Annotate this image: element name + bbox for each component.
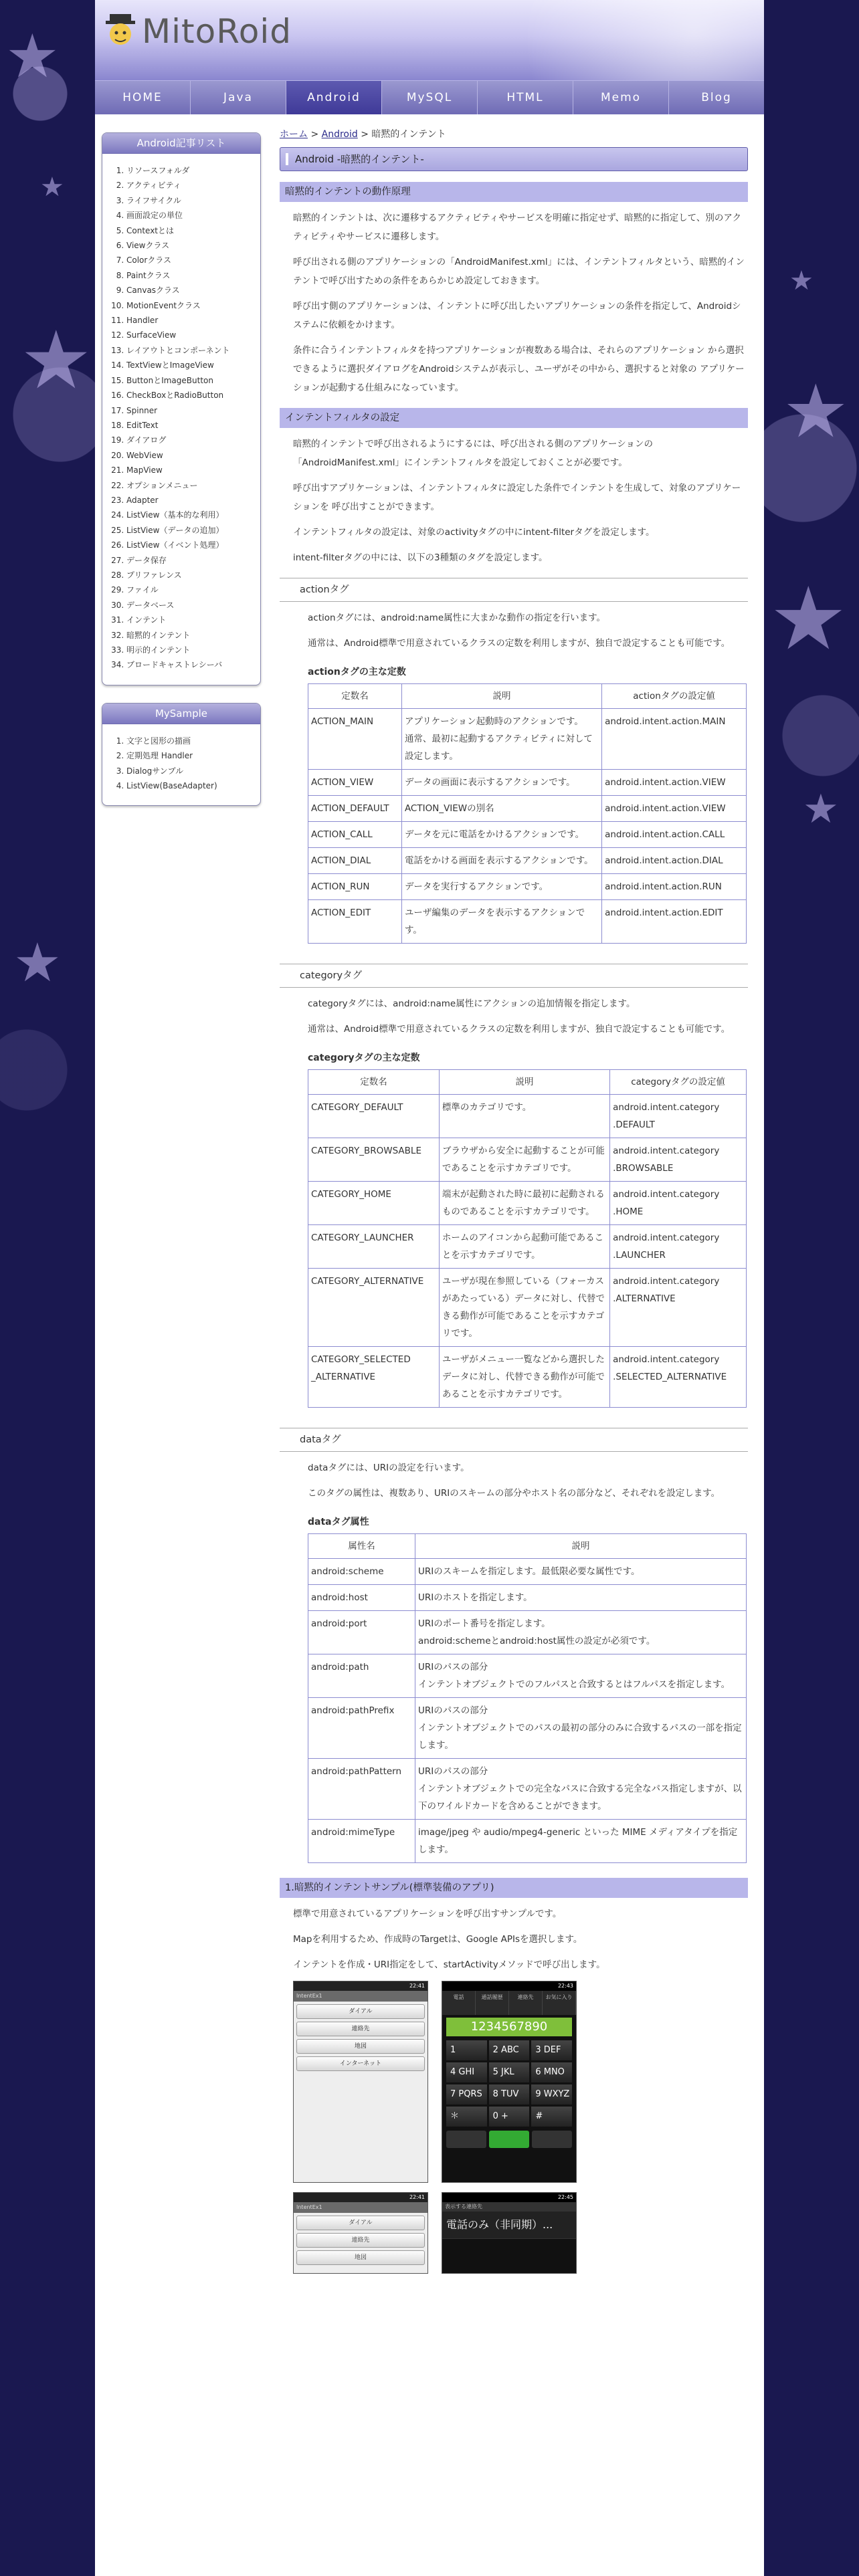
table-cell: データを元に電話をかけるアクションです。 <box>401 822 601 848</box>
table-cell: ユーザ編集のデータを表示するアクションです。 <box>401 900 601 944</box>
table-row <box>308 1138 747 1182</box>
app-screenshot <box>293 1981 428 2183</box>
table-header: 定数名 <box>308 1070 440 1095</box>
background-star-icon: ★ <box>13 932 62 994</box>
table-cell: android:path <box>308 1654 415 1698</box>
sidebar-item-label[interactable]: ListView（イベント処理） <box>126 540 224 550</box>
site-header <box>95 0 764 80</box>
app-screenshot <box>293 2192 428 2274</box>
table-row <box>308 874 747 900</box>
background-star-icon: ★ <box>40 172 64 203</box>
sidebar-item-label[interactable]: データ保存 <box>126 555 167 565</box>
table-cell: android.intent.category .BROWSABLE <box>610 1138 747 1182</box>
table-cell: android.intent.category .LAUNCHER <box>610 1225 747 1269</box>
keypad-key: 5 JKL <box>489 2062 530 2082</box>
table-cell: android:mimeType <box>308 1820 415 1863</box>
table-row <box>308 1654 747 1698</box>
table-cell: android:scheme <box>308 1559 415 1585</box>
paragraph: 条件に合うインテントフィルタを持つアプリケーションが複数ある場合は、それらのアプリケーション から選択できるように選択ダイアログをAndroidシステムが表示し、ユーザがその中から、選択すると対象の アプリケーションが起動する仕組みになっています。 <box>293 345 745 393</box>
table-row <box>308 709 747 770</box>
sidebar-item-label[interactable]: データベース <box>126 600 175 610</box>
sidebar-item-label[interactable]: Adapter <box>126 495 159 505</box>
sidebar-item-label[interactable]: Canvasクラス <box>126 286 180 296</box>
table-cell: android.intent.action.MAIN <box>602 709 747 770</box>
table-header: 説明 <box>439 1070 609 1095</box>
table-row <box>308 1611 747 1654</box>
table-cell: ユーザが現在参照している（フォーカスがあたっている）データに対し、代替できる動作が可能であることを示すカテゴリです。 <box>439 1269 609 1347</box>
sidebar-item[interactable] <box>126 568 254 582</box>
paragraph: 標準で用意されているアプリケーションを呼び出すサンプルです。 <box>293 1909 562 1919</box>
paragraph: 呼び出すアプリケーションは、インテントフィルタに設定した条件でインテントを生成して、対象のアプリケーションを 呼び出すことができます。 <box>293 483 741 512</box>
data-table <box>308 1533 747 1863</box>
table-cell: android.intent.action.RUN <box>602 874 747 900</box>
paragraph: dataタグには、URIの設定を行います。 <box>308 1463 470 1473</box>
table-header: 定数名 <box>308 684 402 709</box>
table-cell: ACTION_VIEWの別名 <box>401 796 601 822</box>
sidebar-item-label[interactable]: ListView（データの追加） <box>126 525 224 535</box>
sidebar-item-label[interactable]: Spinner <box>126 405 158 415</box>
dialer-tab: 通話履歴 <box>476 1991 509 2015</box>
table-row <box>308 848 747 874</box>
table-cell: CATEGORY_HOME <box>308 1182 440 1225</box>
background-star-icon: ★ <box>20 314 92 407</box>
table-row <box>308 796 747 822</box>
keypad-key: 7 PQRS <box>446 2084 487 2105</box>
paragraph: categoryタグには、android:name属性にアクションの追加情報を指定します。 <box>308 998 636 1009</box>
contacts-button: 連絡先 <box>296 2022 425 2036</box>
sidebar-item[interactable] <box>126 358 254 372</box>
sidebar-item[interactable] <box>126 523 254 538</box>
contacts-screenshot <box>442 2192 577 2274</box>
background-star-icon: ★ <box>783 368 849 454</box>
background-star-icon: ★ <box>789 265 814 296</box>
page-container <box>95 0 764 2576</box>
nav-home[interactable]: HOME <box>95 81 191 114</box>
table-cell: ブラウザから安全に起動することが可能であることを示すカテゴリです。 <box>439 1138 609 1182</box>
table-row <box>308 1225 747 1269</box>
sidebar-item-label[interactable]: 暗黙的インテント <box>126 630 191 640</box>
sidebar-item[interactable] <box>126 283 254 298</box>
sidebar-item[interactable] <box>126 418 254 433</box>
nav-mysql[interactable]: MySQL <box>382 81 478 114</box>
table-cell: ACTION_CALL <box>308 822 402 848</box>
table-header: 説明 <box>401 684 601 709</box>
call-bar <box>446 2131 572 2148</box>
table-header: 説明 <box>415 1534 746 1559</box>
table-title: categoryタグの主な定数 <box>308 1053 420 1063</box>
sidebar-item-label[interactable]: ファイル <box>126 585 159 595</box>
main-nav <box>95 80 764 114</box>
sidebar-item[interactable] <box>126 778 254 793</box>
sidebar-item-label[interactable]: インテント <box>126 615 167 625</box>
table-cell: 端末が起動された時に最初に起動されるものであることを示すカテゴリです。 <box>439 1182 609 1225</box>
sidebar-item[interactable] <box>126 553 254 568</box>
sidebar-item-label[interactable]: レイアウトとコンポーネント <box>126 345 230 355</box>
status-bar: 22:45 <box>442 2193 576 2202</box>
sidebar-item[interactable] <box>126 403 254 418</box>
breadcrumb-separator: > <box>361 129 369 140</box>
sidebar-item-label[interactable]: EditText <box>126 420 159 430</box>
table-cell: URIのホストを指定します。 <box>415 1585 746 1611</box>
paragraph: 暗黙的インテントは、次に遷移するアクティビティやサービスを明確に指定せず、暗黙的に指定して、別のアクティビティやサービスに遷移します。 <box>293 213 742 242</box>
site-logo[interactable] <box>104 12 292 51</box>
table-cell: ユーザがメニュー一覧などから選択したデータに対し、代替できる動作が可能であることを示すカテゴリです。 <box>439 1347 609 1408</box>
table-cell: CATEGORY_ALTERNATIVE <box>308 1269 440 1347</box>
table-cell: URIのポート番号を指定します。 android:schemeとandroid:host属性の設定が必須です。 <box>415 1611 746 1654</box>
paragraph: 通常は、Android標準で用意されているクラスの定数を利用しますが、独自で設定することも可能です。 <box>308 1024 731 1035</box>
keypad-key: # <box>531 2107 572 2127</box>
table-cell: ホームのアイコンから起動可能であることを示すカテゴリです。 <box>439 1225 609 1269</box>
sidebar-item-label[interactable]: MapView <box>126 465 163 475</box>
sidebar-item-label[interactable]: 文字と図形の描画 <box>126 736 191 746</box>
android-article-list <box>102 132 261 685</box>
table-cell: URIのパスの部分 インテントオブジェクトでの完全なパスに合致する完全なパス指定しますが、以下のワイルドカードを含めることができます。 <box>415 1759 746 1820</box>
status-bar: 22:41 <box>294 2193 427 2202</box>
sidebar-item-label[interactable]: CheckBoxとRadioButton <box>126 391 224 401</box>
keypad-key: 0 + <box>489 2107 530 2127</box>
mysample-title: MySample <box>102 704 260 724</box>
table-cell: android.intent.action.DIAL <box>602 848 747 874</box>
contacts-row: 電話のみ（非同期）... <box>442 2212 576 2239</box>
sidebar-item[interactable] <box>126 433 254 447</box>
sidebar-item[interactable] <box>126 373 254 388</box>
site-title: MitoRoid <box>142 12 292 51</box>
nav-memo[interactable]: Memo <box>573 81 669 114</box>
subsection-heading: actionタグ <box>280 578 748 602</box>
sidebar-item-label[interactable]: ブロードキャストレシーバ <box>126 660 223 670</box>
table-cell: android.intent.category .ALTERNATIVE <box>610 1269 747 1347</box>
sidebar-item-label[interactable]: ライフサイクル <box>126 195 181 205</box>
status-bar: 22:41 <box>294 1981 427 1991</box>
sidebar-item-label[interactable]: SurfaceView <box>126 330 177 340</box>
subsection-heading: dataタグ <box>280 1428 748 1452</box>
background-star-icon: ★ <box>803 786 839 833</box>
table-cell: URIのパスの部分 インテントオブジェクトでのパスの最初の部分のみに合致するパスの一部を指定します。 <box>415 1698 746 1759</box>
sidebar-item[interactable] <box>126 748 254 763</box>
table-cell: android.intent.action.VIEW <box>602 796 747 822</box>
paragraph: intent-filterタグの中には、以下の3種類のタグを設定します。 <box>293 552 548 563</box>
paragraph: 呼び出される側のアプリケーションの「AndroidManifest.xml」には、インテントフィルタという、暗黙的インテントで呼び出すための条件をあらかじめ設定しておきます。 <box>293 257 745 286</box>
sidebar-item[interactable] <box>126 643 254 657</box>
table-cell: android:host <box>308 1585 415 1611</box>
table-cell: ACTION_VIEW <box>308 770 402 796</box>
table-cell: android:pathPrefix <box>308 1698 415 1759</box>
dialer-screenshot <box>442 1981 577 2183</box>
table-cell: ACTION_RUN <box>308 874 402 900</box>
status-bar: 22:43 <box>442 1981 576 1991</box>
page-title: Android -暗黙的インテント- <box>280 147 748 171</box>
sidebar-item-label[interactable]: Colorクラス <box>126 255 171 265</box>
sidebar-item[interactable] <box>126 268 254 283</box>
sidebar-item[interactable] <box>126 343 254 358</box>
paragraph: actionタグには、android:name属性に大まかな動作の指定を行います。 <box>308 613 606 623</box>
keypad-key: 1 <box>446 2040 487 2060</box>
nav-java[interactable]: Java <box>191 81 286 114</box>
background-star-icon: ★ <box>5 21 60 92</box>
dial-button: ダイアル <box>296 2216 425 2230</box>
table-row <box>308 1759 747 1820</box>
sidebar-item-label[interactable]: Handler <box>126 316 159 326</box>
table-cell: 標準のカテゴリです。 <box>439 1095 609 1138</box>
sidebar-item[interactable] <box>126 328 254 342</box>
breadcrumb-separator: > <box>310 129 319 140</box>
dialer-tab: 連絡先 <box>509 1991 543 2015</box>
section-heading: 暗黙的インテントの動作原理 <box>280 182 748 202</box>
breadcrumb-current: 暗黙的インテント <box>371 129 446 140</box>
table-cell: データの画面に表示するアクションです。 <box>401 770 601 796</box>
table-cell: ACTION_EDIT <box>308 900 402 944</box>
paragraph: 通常は、Android標準で用意されているクラスの定数を利用しますが、独自で設定することも可能です。 <box>308 638 731 649</box>
map-button: 地図 <box>296 2039 425 2054</box>
paragraph: 暗黙的インテントで呼び出されるようにするには、呼び出される側のアプリケーションの「AndroidManifest.xml」にインテントフィルタを設定しておくことが必要です。 <box>293 439 653 468</box>
paragraph: 呼び出す側のアプリケーションは、インテントに呼び出したいアプリケーションの条件を指定して、Androidシステムに依頼をかけます。 <box>293 301 741 330</box>
table-header: actionタグの設定値 <box>602 684 747 709</box>
main-content <box>280 127 748 2283</box>
table-cell: URIのパスの部分 インテントオブジェクトでのフルパスと合致するとはフルパスを指定します。 <box>415 1654 746 1698</box>
breadcrumb <box>280 127 748 140</box>
sidebar-item[interactable] <box>126 764 254 778</box>
sidebar-item-label[interactable]: Paintクラス <box>126 270 171 280</box>
sidebar-item[interactable] <box>126 223 254 238</box>
sidebar-item-label[interactable]: ListView(BaseAdapter) <box>126 781 217 791</box>
table-cell: CATEGORY_DEFAULT <box>308 1095 440 1138</box>
mascot-icon <box>104 13 136 50</box>
table-cell: android.intent.category .SELECTED_ALTERNATIVE <box>610 1347 747 1408</box>
sidebar-item-label[interactable]: 明示的インテント <box>126 645 191 655</box>
sidebar-item[interactable] <box>126 478 254 493</box>
nav-blog[interactable]: Blog <box>701 91 732 104</box>
android-list <box>102 154 260 685</box>
sidebar-item[interactable] <box>126 657 254 672</box>
table-cell: ACTION_MAIN <box>308 709 402 770</box>
sidebar-item[interactable] <box>126 598 254 613</box>
table-row <box>308 822 747 848</box>
table-row <box>308 1698 747 1759</box>
table-cell: image/jpeg や audio/mpeg4-generic といった MIME メディアタイプを指定します。 <box>415 1820 746 1863</box>
sidebar-item[interactable] <box>126 734 254 748</box>
keypad <box>446 2040 572 2127</box>
section-heading: インテントフィルタの設定 <box>280 408 748 428</box>
paragraph: インテントフィルタの設定は、対象のactivityタグの中にintent-filterタグを設定します。 <box>293 527 655 538</box>
breadcrumb-android[interactable]: Android <box>321 129 358 140</box>
sidebar-item[interactable] <box>126 628 254 643</box>
sidebar-item-label[interactable]: Viewクラス <box>126 241 170 251</box>
sidebar-item[interactable] <box>126 193 254 208</box>
table-row <box>308 1269 747 1347</box>
subsection-heading: categoryタグ <box>280 964 748 988</box>
sidebar-item[interactable] <box>126 253 254 267</box>
mysample-list <box>102 703 261 807</box>
sidebar-item-label[interactable]: ButtonとImageButton <box>126 375 213 385</box>
nav-android[interactable]: Android <box>286 81 382 114</box>
sidebar-item[interactable] <box>126 163 254 178</box>
table-cell: android.intent.category .HOME <box>610 1182 747 1225</box>
app-title: IntentEx1 <box>294 1991 427 2002</box>
table-cell: android.intent.action.CALL <box>602 822 747 848</box>
sidebar-item[interactable] <box>126 493 254 508</box>
dialer-tab: お気に入り <box>543 1991 576 2015</box>
sidebar-item[interactable] <box>126 582 254 597</box>
sidebar-item[interactable] <box>126 208 254 223</box>
android-list-title: Android記事リスト <box>102 133 260 154</box>
table-header: categoryタグの設定値 <box>610 1070 747 1095</box>
section-heading: 1.暗黙的インテントサンプル(標準装備のアプリ) <box>280 1878 748 1898</box>
table-row <box>308 1347 747 1408</box>
keypad-key: 4 GHI <box>446 2062 487 2082</box>
paragraph: インテントを作成・URI指定をして、startActivityメソッドで呼び出します。 <box>293 1959 605 1970</box>
table-cell: android.intent.action.EDIT <box>602 900 747 944</box>
sidebar-item-label[interactable]: ダイアログ <box>126 435 167 445</box>
sidebar-item-label[interactable]: 定期処理 Handler <box>126 751 193 761</box>
sidebar-item[interactable] <box>126 508 254 522</box>
sidebar-item-label[interactable]: アクティビティ <box>126 181 181 191</box>
sidebar-item[interactable] <box>126 388 254 403</box>
keypad-key: 3 DEF <box>531 2040 572 2060</box>
dial-button: ダイアル <box>296 2004 425 2019</box>
table-cell: android:pathPattern <box>308 1759 415 1820</box>
keypad-key: 2 ABC <box>489 2040 530 2060</box>
sidebar-item[interactable] <box>126 463 254 477</box>
sidebar-item[interactable] <box>126 238 254 253</box>
contacts-subtitle: 表示する連絡先 <box>442 2202 576 2212</box>
breadcrumb-home[interactable]: ホーム <box>280 129 308 140</box>
table-header: 属性名 <box>308 1534 415 1559</box>
table-title: dataタグ属性 <box>308 1517 369 1527</box>
table-cell: アプリケーション起動時のアクションです。 通常、最初に起動するアクティビティに対して設定します。 <box>401 709 601 770</box>
table-cell: android.intent.action.VIEW <box>602 770 747 796</box>
table-cell: CATEGORY_SELECTED _ALTERNATIVE <box>308 1347 440 1408</box>
table-cell: ACTION_DIAL <box>308 848 402 874</box>
keypad-key: ＊ <box>446 2107 487 2127</box>
table-row <box>308 900 747 944</box>
dialed-number: 1234567890 <box>446 2018 572 2036</box>
sidebar-item[interactable] <box>126 313 254 328</box>
sidebar-item-label[interactable]: 画面設定の単位 <box>126 211 183 221</box>
sidebar-item-label[interactable]: リソースフォルダ <box>126 166 190 175</box>
sidebar-item[interactable] <box>126 298 254 313</box>
sidebar-item-label[interactable]: オプションメニュー <box>126 480 198 490</box>
sidebar-item[interactable] <box>126 448 254 463</box>
sidebar <box>102 132 261 823</box>
table-cell: android.intent.category .DEFAULT <box>610 1095 747 1138</box>
dialer-tab: 電話 <box>442 1991 476 2015</box>
keypad-key: 8 TUV <box>489 2084 530 2105</box>
sidebar-item-label[interactable]: WebView <box>126 450 163 460</box>
table-cell: ACTION_DEFAULT <box>308 796 402 822</box>
sidebar-item[interactable] <box>126 613 254 627</box>
table-cell: CATEGORY_BROWSABLE <box>308 1138 440 1182</box>
sidebar-item-label[interactable]: MotionEventクラス <box>126 300 201 310</box>
keypad-key: 9 WXYZ <box>531 2084 572 2105</box>
table-row <box>308 1182 747 1225</box>
table-row <box>308 770 747 796</box>
keypad-key: 6 MNO <box>531 2062 572 2082</box>
table-cell: android:port <box>308 1611 415 1654</box>
contacts-button: 連絡先 <box>296 2233 425 2248</box>
screenshots <box>293 1981 748 2274</box>
paragraph: このタグの属性は、複数あり、URIのスキームの部分やホスト名の部分など、それぞれを設定します。 <box>308 1488 721 1499</box>
sidebar-item-label[interactable]: ListView（基本的な利用） <box>126 510 224 520</box>
table-cell: データを実行するアクションです。 <box>401 874 601 900</box>
internet-button: インターネット <box>296 2056 425 2071</box>
nav-html[interactable]: HTML <box>478 81 573 114</box>
sidebar-item-label[interactable]: プリファレンス <box>126 570 182 580</box>
category-table <box>308 1069 747 1408</box>
sidebar-item-label[interactable]: Dialogサンプル <box>126 766 184 776</box>
map-button: 地図 <box>296 2250 425 2265</box>
table-row <box>308 1820 747 1863</box>
sample-list <box>102 724 260 806</box>
table-row <box>308 1585 747 1611</box>
table-cell: CATEGORY_LAUNCHER <box>308 1225 440 1269</box>
table-cell: 電話をかける画面を表示するアクションです。 <box>401 848 601 874</box>
table-row <box>308 1559 747 1585</box>
sidebar-item[interactable] <box>126 178 254 193</box>
sidebar-item[interactable] <box>126 538 254 552</box>
table-row <box>308 1095 747 1138</box>
table-title: actionタグの主な定数 <box>308 667 406 677</box>
paragraph: Mapを利用するため、作成時のTargetは、Google APIsを選択します。 <box>293 1934 583 1945</box>
app-title: IntentEx1 <box>294 2202 427 2213</box>
table-cell: URIのスキームを指定します。最低限必要な属性です。 <box>415 1559 746 1585</box>
dialer-tabs <box>442 1991 576 2015</box>
sidebar-item-label[interactable]: TextViewとImageView <box>126 360 214 370</box>
action-table <box>308 683 747 944</box>
sidebar-item-label[interactable]: Contextとは <box>126 225 175 235</box>
background-star-icon: ★ <box>769 568 848 669</box>
